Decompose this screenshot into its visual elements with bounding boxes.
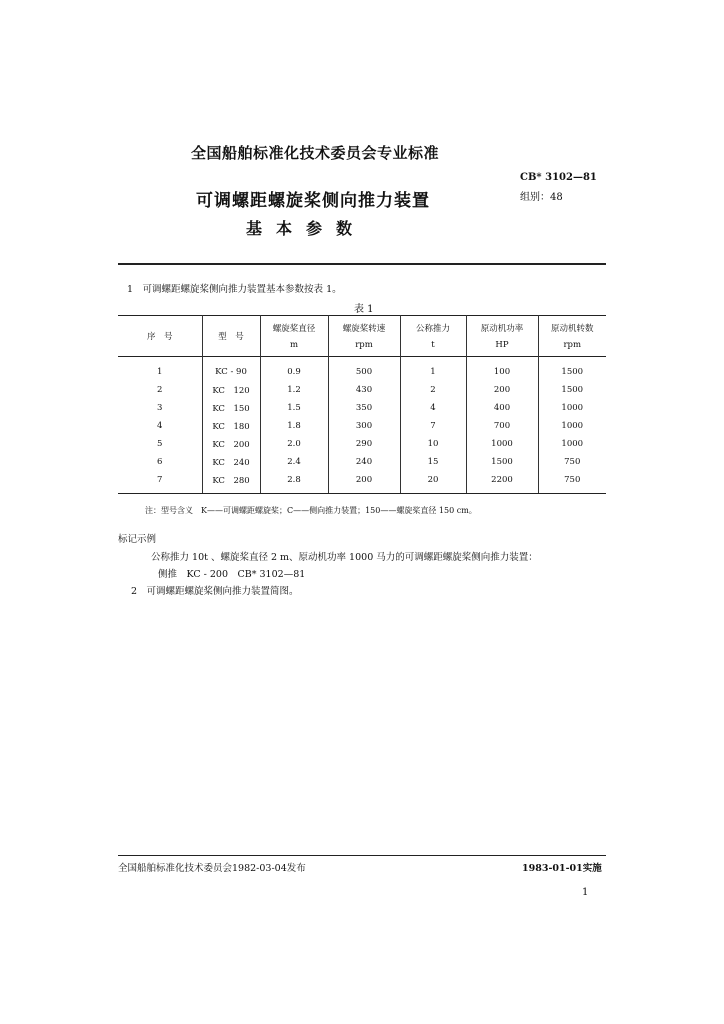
table-cell: KC 120: [202, 381, 260, 399]
table-cell: KC 180: [202, 417, 260, 435]
column-header-engine-speed: [538, 316, 606, 357]
header-divider: [118, 263, 606, 265]
table-row: [118, 471, 606, 494]
table-note: 注：型号含义 K——可调螺距螺旋桨；C——侧向推力装置；150——螺旋桨直径 150 cm。: [145, 506, 477, 515]
group-label: 组别：48: [520, 192, 563, 203]
footer-divider: [118, 855, 606, 856]
table-cell: 1500: [538, 381, 606, 399]
table-cell: KC - 90: [202, 357, 260, 382]
column-header-prop-speed: [328, 316, 400, 357]
standard-code: CB* 3102—81: [520, 172, 597, 183]
table-header-row: [118, 316, 606, 357]
column-header-unit: t: [431, 340, 435, 350]
table-cell: 0.9: [260, 357, 328, 382]
table-row: [118, 417, 606, 435]
table-cell: KC 150: [202, 399, 260, 417]
table-cell: 500: [328, 357, 400, 382]
table-cell: 2: [157, 385, 163, 395]
parameter-table: [118, 315, 606, 494]
example-marking: 侧推 KC - 200 CB* 3102—81: [158, 569, 306, 580]
table-cell: 1.2: [260, 381, 328, 399]
table-row: [118, 381, 606, 399]
table-cell: 1.8: [260, 417, 328, 435]
document-subtitle: 基本参数: [246, 219, 367, 238]
table-cell: 430: [328, 381, 400, 399]
table-cell: 2: [400, 381, 466, 399]
table-row: [118, 435, 606, 453]
table-cell: 400: [466, 399, 538, 417]
column-header-label: 螺旋桨直径: [272, 324, 316, 334]
table-cell: 10: [400, 435, 466, 453]
column-header-label: 原动机功率: [480, 324, 524, 334]
table-cell: KC 280: [202, 471, 260, 494]
table-cell: 200: [328, 471, 400, 494]
table-cell: 200: [466, 381, 538, 399]
table-body: [118, 357, 606, 494]
column-header-label: 型 号: [218, 332, 244, 342]
table-cell: 700: [466, 417, 538, 435]
table-cell: 750: [538, 471, 606, 494]
table-cell: 1000: [466, 435, 538, 453]
table-cell: 7: [118, 471, 202, 494]
table-cell: 1500: [466, 453, 538, 471]
column-header-model: [202, 316, 260, 357]
column-header-thrust: [400, 316, 466, 357]
column-header-unit: HP: [495, 340, 509, 350]
table-cell: KC 200: [202, 435, 260, 453]
table-cell: 3: [157, 403, 163, 413]
table-cell: 4: [400, 399, 466, 417]
table-cell: 4: [157, 421, 163, 431]
column-header-label: 螺旋桨转速: [342, 324, 386, 334]
table-cell: 2.8: [260, 471, 328, 494]
table-cell: 2.4: [260, 453, 328, 471]
table-cell: 1000: [538, 417, 606, 435]
table-cell: 240: [328, 453, 400, 471]
committee-heading: 全国船舶标准化技术委员会专业标准: [191, 144, 440, 162]
table-row: [118, 399, 606, 417]
effective-date: 1983-01-01实施: [522, 863, 602, 874]
table-cell: 1000: [538, 435, 606, 453]
column-header-label: 公称推力: [415, 324, 450, 334]
table-row: [118, 357, 606, 382]
table-cell: 1000: [538, 399, 606, 417]
column-header-unit: rpm: [563, 340, 582, 350]
section1-intro: 1 可调螺距螺旋桨侧向推力装置基本参数按表 1。: [127, 284, 342, 295]
page-number: 1: [582, 887, 589, 898]
table-cell: 290: [328, 435, 400, 453]
table-cell: KC 240: [202, 453, 260, 471]
section2-text: 2 可调螺距螺旋桨侧向推力装置简图。: [131, 586, 299, 597]
table-cell: 20: [400, 471, 466, 494]
table-cell: 2.0: [260, 435, 328, 453]
table-cell: 1: [400, 357, 466, 382]
table-cell: 1: [157, 367, 163, 377]
document-title: 可调螺距螺旋桨侧向推力装置: [196, 191, 430, 211]
table-cell: 6: [157, 457, 163, 467]
table-caption: 表 1: [354, 304, 374, 315]
table-cell: 750: [538, 453, 606, 471]
column-header-diameter: [260, 316, 328, 357]
column-header-label: 原动机转数: [550, 324, 594, 334]
table-cell: 15: [400, 453, 466, 471]
table-cell: 300: [328, 417, 400, 435]
table-cell: 100: [466, 357, 538, 382]
table-cell: 5: [157, 439, 163, 449]
example-heading: 标记示例: [118, 534, 157, 545]
column-header-label: 序 号: [146, 332, 173, 342]
table-cell: 7: [400, 417, 466, 435]
column-header-power: [466, 316, 538, 357]
table-cell: 1500: [538, 357, 606, 382]
column-header-index: [118, 316, 202, 357]
table-row: [118, 453, 606, 471]
table-cell: 2200: [466, 471, 538, 494]
table-cell: 1.5: [260, 399, 328, 417]
publisher-line: 全国船舶标准化技术委员会1982-03-04发布: [118, 863, 306, 874]
example-text: 公称推力 10t 、螺旋桨直径 2 m、原动机功率 1000 马力的可调螺距螺旋桨侧向推力装置：: [151, 552, 538, 563]
column-header-unit: rpm: [355, 340, 373, 350]
column-header-unit: m: [289, 340, 299, 350]
table-cell: 350: [328, 399, 400, 417]
